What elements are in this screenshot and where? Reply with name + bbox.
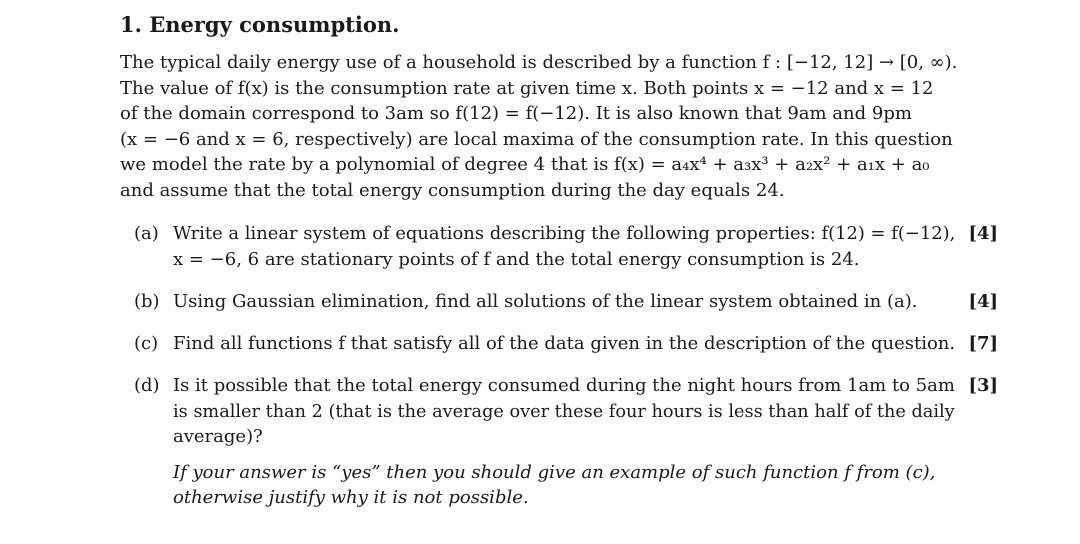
part-label: (c)	[134, 333, 159, 354]
part-marks: [4]	[968, 291, 998, 312]
intro-line: The typical daily energy use of a household is described by a function f : [−12, 12] → [0, ∞).	[120, 52, 958, 73]
part-label: (b)	[134, 291, 160, 312]
part-line: Find all functions f that satisfy all of the data given in the description of the question.	[173, 333, 956, 354]
part-line: average)?	[173, 426, 263, 447]
intro-line: we model the rate by a polynomial of degree 4 that is f(x) = a₄x⁴ + a₃x³ + a₂x² + a₁x + a₀	[120, 154, 930, 175]
part-label: (a)	[134, 223, 159, 244]
part-line: is smaller than 2 (that is the average over these four hours is less than half of the daily	[173, 400, 955, 422]
hint-line: otherwise justify why it is not possible.	[173, 487, 529, 508]
part-marks: [7]	[968, 333, 998, 354]
part-marks: [4]	[968, 223, 998, 244]
part-line: Using Gaussian elimination, find all solutions of the linear system obtained in (a).	[173, 291, 918, 312]
part-line: x = −6, 6 are stationary points of f and the total energy consumption is 24.	[173, 248, 860, 270]
hint-line: If your answer is “yes” then you should give an example of such function f from (c),	[173, 461, 936, 483]
part-text	[173, 373, 955, 511]
intro-line: of the domain correspond to 3am so f(12) = f(−12). It is also known that 9am and 9pm	[120, 103, 912, 124]
intro-line: (x = −6 and x = 6, respectively) are local maxima of the consumption rate. In this question	[120, 128, 953, 150]
part-marks: [3]	[968, 375, 998, 396]
part-text	[173, 221, 955, 272]
part-line: Is it possible that the total energy consumed during the night hours from 1am to 5am	[173, 375, 955, 396]
intro-line: The value of f(x) is the consumption rate at given time x. Both points x = −12 and x = 12	[120, 77, 934, 99]
part-label: (d)	[134, 375, 160, 396]
question-title: 1. Energy consumption.	[120, 12, 400, 37]
part-line: Write a linear system of equations describing the following properties: f(12) = f(−12),	[173, 223, 956, 244]
part-text	[173, 289, 955, 315]
question-intro	[120, 50, 960, 203]
part-text	[173, 331, 955, 357]
intro-line: and assume that the total energy consumption during the day equals 24.	[120, 179, 785, 201]
